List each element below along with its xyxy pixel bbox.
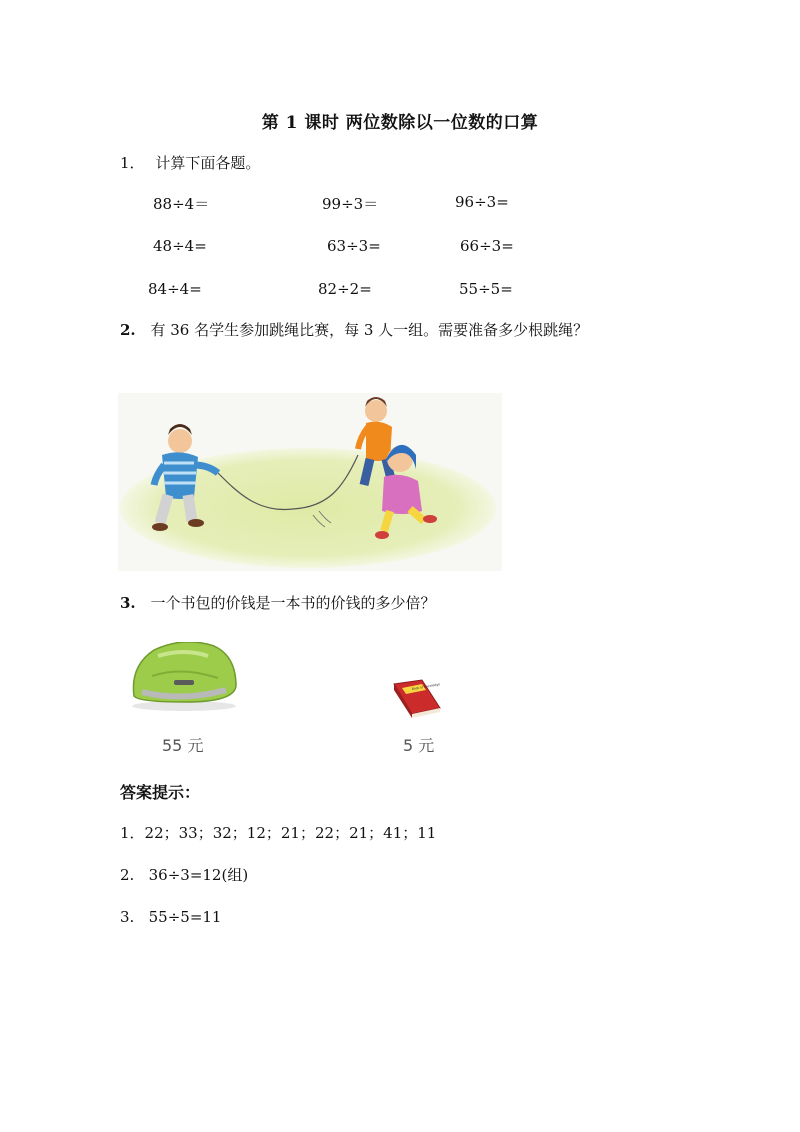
page-title: 第 1 课时 两位数除以一位数的口算 xyxy=(261,113,539,133)
expression-r1c1: 88÷4＝ xyxy=(153,195,210,213)
question-1-text: 计算下面各题。 xyxy=(155,154,261,172)
expression-r2c3: 66÷3= xyxy=(460,237,514,255)
jump-rope-illustration xyxy=(118,393,502,571)
book-cover-text: Book of knowledge xyxy=(411,682,441,691)
question-3 xyxy=(120,592,435,613)
question-3-text: 一个书包的价钱是一本书的价钱的多少倍？ xyxy=(150,594,436,612)
expression-r1c2: 99÷3＝ xyxy=(322,195,379,213)
answer-2: 2. 36÷3=12(组) xyxy=(120,866,249,884)
answer-1: 1．22；33；32；12；21；22；21；41；11 xyxy=(120,824,437,842)
expression-r3c2: 82÷2= xyxy=(318,280,372,298)
question-3-number: 3. xyxy=(120,594,136,612)
question-2-number: 2. xyxy=(120,321,136,339)
expression-r2c1: 48÷4= xyxy=(153,237,207,255)
backpack-icon xyxy=(128,642,240,712)
question-2-text: 有 36 名学生参加跳绳比赛，每 3 人一组。需要准备多少根跳绳？ xyxy=(150,321,589,339)
expression-r2c2: 63÷3= xyxy=(327,237,381,255)
book-price: 5 元 xyxy=(403,736,435,755)
answers-heading: 答案提示： xyxy=(120,783,201,802)
question-1-number: 1． xyxy=(120,154,145,172)
book-icon xyxy=(390,678,442,718)
expression-r1c3: 96÷3= xyxy=(455,193,509,211)
backpack-price: 55 元 xyxy=(162,736,204,755)
question-2 xyxy=(120,319,588,340)
expression-r3c1: 84÷4= xyxy=(148,280,202,298)
expression-r3c3: 55÷5= xyxy=(459,280,513,298)
question-1 xyxy=(120,152,260,173)
answer-3: 3. 55÷5=11 xyxy=(120,908,222,926)
